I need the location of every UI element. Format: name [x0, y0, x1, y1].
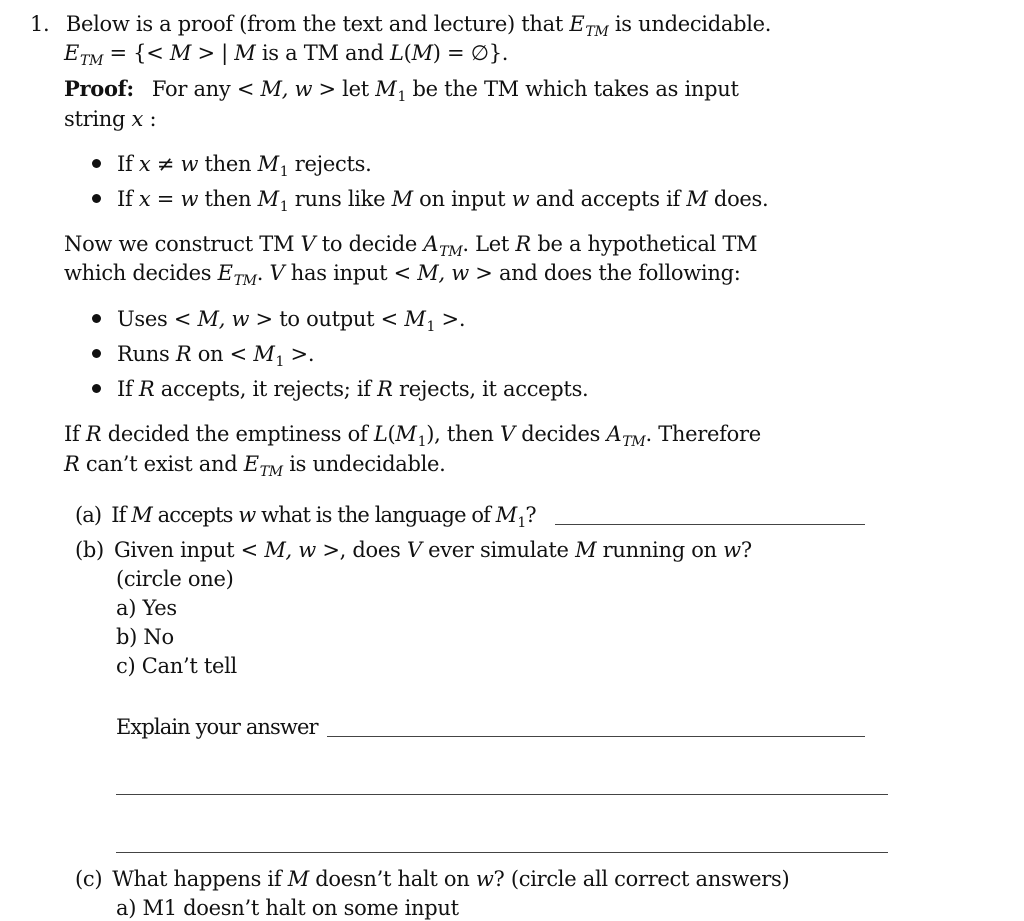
question-c-option-a[interactable]: a) M1 doesn’t halt on some input: [116, 896, 459, 920]
option-yes[interactable]: a) Yes: [116, 596, 177, 620]
etm-definition: $E_{TM}$ = {< M > | M is a TM and L(M) = ∅}.: [64, 41, 509, 69]
bullet-icon: [92, 349, 101, 358]
question-c: (c) What happens if M doesn’t halt on w? (circle all correct answers): [75, 867, 790, 891]
explain-blank-3[interactable]: [116, 852, 888, 853]
proof-line-2: string x :: [64, 107, 157, 131]
question-a: (a) If M accepts w what is the language of $M_1$?: [75, 503, 536, 531]
conclusion-line-2: R can’t exist and $E_{TM}$ is undecidable.: [64, 452, 446, 480]
answer-a-blank[interactable]: [555, 524, 865, 525]
bullet-icon: [92, 314, 101, 323]
proof-line-1: Proof: For any < M, w > let $M_1$ be the TM which takes as input: [64, 76, 739, 105]
explain-blank-2[interactable]: [116, 794, 888, 795]
proof-label: Proof:: [64, 76, 134, 101]
bullet-icon: [92, 159, 101, 168]
option-cant-tell[interactable]: c) Can’t tell: [116, 654, 237, 678]
question-b-instruction: (circle one): [116, 567, 234, 591]
conclusion-line-1: If R decided the emptiness of $L(M_1)$, then V decides $A_{TM}$. Therefore: [64, 422, 761, 450]
explain-blank-1[interactable]: [327, 736, 865, 737]
m1-bullet-reject: If x ≠ w then $M_1$ rejects.: [92, 151, 371, 185]
explain-label: Explain your answer: [116, 715, 318, 739]
construct-line-1: Now we construct TM V to decide $A_{TM}$. Let R be a hypothetical TM: [64, 232, 758, 260]
v-bullet-run: Runs R on < $M_1$ >.: [92, 341, 314, 375]
question-a-label: (a): [75, 503, 102, 527]
option-no[interactable]: b) No: [116, 625, 174, 649]
m1-bullet-simulate: If x = w then $M_1$ runs like M on input w and accepts if M does.: [92, 186, 768, 220]
v-bullet-output: Uses < M, w > to output < $M_1$ >.: [92, 306, 465, 340]
construct-line-2: which decides $E_{TM}$. V has input < M, w > and does the following:: [64, 261, 741, 289]
question-b-label: (b): [75, 538, 104, 562]
bullet-icon: [92, 194, 101, 203]
v-bullet-invert: If R accepts, it rejects; if R rejects, it accepts.: [92, 376, 588, 402]
bullet-icon: [92, 384, 101, 393]
question-b: (b) Given input < M, w >, does V ever simulate M running on w?: [75, 538, 752, 562]
question-c-label: (c): [75, 867, 103, 891]
problem-number: 1.: [30, 12, 50, 36]
problem-intro: 1. Below is a proof (from the text and lecture) that $E_{TM}$ is undecidable.: [30, 12, 772, 40]
